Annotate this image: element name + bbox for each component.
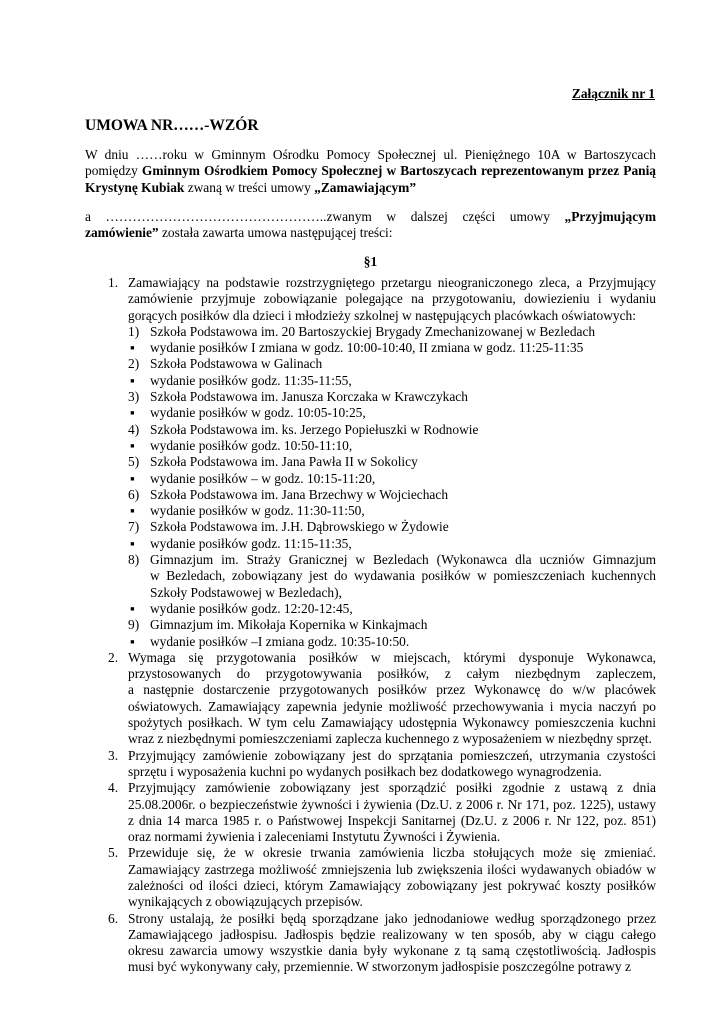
list-item	[85, 780, 656, 845]
serving-time-text: wydanie posiłków w godz. 11:30-11:50,	[150, 503, 365, 519]
list-item-number: 1.	[108, 275, 119, 290]
annex-label: Załącznik nr 1	[571, 86, 655, 101]
list-item-number: 3.	[108, 747, 119, 763]
school-number: 4)	[128, 421, 140, 437]
serving-time-text: wydanie posiłków –I zmiana godz. 10:35-10:50.	[150, 633, 410, 649]
school-entry	[128, 324, 656, 340]
school-number: 3)	[128, 389, 140, 405]
school-number: 5)	[128, 454, 140, 470]
list-item-number: 5.	[108, 845, 119, 861]
school-name: Szkoła Podstawowa im. Jana Pawła II w Sokolicy	[150, 454, 418, 470]
school-entry	[128, 552, 656, 601]
school-number: 8)	[128, 552, 140, 568]
list-item-text-line: zależności od ilości dzieci, którym Zamawiający zobowiązany jest pokrywać koszty posiłków	[128, 877, 656, 893]
list-item-text-line: Zamawiającego jadłospisu. Jadłospis będzie realizowany w ten sposób, aby w ciągu całego	[128, 926, 656, 942]
list-item-text-line: Przyjmujący zamówienie zobowiązany jest sporządzić posiłki zgodnie z ustawą z dnia	[128, 780, 656, 796]
school-name: Gimnazjum im. Mikołaja Kopernika w Kinkajmach	[150, 617, 428, 633]
intro2-line-1: a …………………………………………..zwanym w dalszej części umowy „Przyjmującym	[85, 209, 656, 224]
school-name: Szkoła Podstawowa im. Jana Brzechwy w Wojciechach	[150, 486, 449, 502]
bullet-icon: ▪	[130, 535, 135, 551]
list-item-text-line: sprzętu i wyposażenia kuchni po wydanych posiłkach bez dodatkowego wynagrodzenia.	[128, 763, 602, 779]
list-item-text-line: Wymaga się przygotowania posiłków w miejscach, którymi dysponuje Wykonawca,	[128, 649, 656, 665]
serving-time-text: wydanie posiłków godz. 11:35-11:55,	[150, 372, 352, 388]
party-name: Gminnym Ośrodkiem Pomocy Społecznej w Bartoszycach reprezentowanym przez Panią	[141, 163, 657, 179]
list-item-text-line: wraz z niezbędnymi pomieszczeniami zaplecza kuchennego z wyposażeniem w niezbędny sprzęt.	[128, 731, 652, 747]
school-number: 1)	[128, 323, 140, 339]
serving-time-text: wydanie posiłków – w godz. 10:15-11:20,	[150, 470, 376, 486]
list-item-text-line: oraz normami żywienia i zaleceniami Instytutu Żywności i Żywienia.	[128, 829, 501, 845]
serving-time-text: wydanie posiłków godz. 10:50-11:10,	[150, 437, 353, 453]
list-item-number: 2.	[108, 649, 119, 665]
list-item	[85, 275, 656, 650]
school-number: 2)	[128, 356, 140, 372]
intro-line-2: pomiędzy Gminnym Ośrodkiem Pomocy Społecznej w Bartoszycach reprezentowanym przez Panią	[85, 163, 657, 179]
list-item-text-line: Przyjmujący zamówienie zobowiązany jest do sprzątania pomieszczeń, utrzymania czystości	[128, 747, 656, 763]
school-name: Szkoły Podstawowej w Bezledach),	[150, 584, 342, 600]
section-heading: §1	[363, 254, 378, 269]
list-item-text-line: z dnia 14 marca 1985 r. o Państwowej Inspekcji Sanitarnej (Dz.U. z 2006 r. Nr 122, poz. 851)	[128, 812, 656, 828]
intro2-line-2: zamówienie” została zawarta umowa następującej treści:	[85, 225, 393, 241]
list-item-text-line: gorących posiłków dla dzieci i młodzieży szkolnej w następujących placówkach oświatowych:	[128, 307, 636, 323]
serving-time-text: wydanie posiłków godz. 11:15-11:35,	[150, 535, 352, 551]
serving-time	[128, 601, 656, 617]
bullet-icon: ▪	[130, 437, 135, 453]
school-entry	[128, 454, 656, 470]
intro-paragraph	[85, 147, 656, 196]
bullet-icon: ▪	[130, 372, 135, 388]
list-item-text-line: okresu zawarcia umowy wszystkie dania były wykonane z tą samą częstotliwością. Jadłospis	[128, 943, 656, 959]
school-name: Szkoła Podstawowa w Galinach	[150, 356, 323, 372]
list-item	[85, 911, 656, 976]
list-item-text-line: Zamawiający zastrzega możliwość zmniejszenia lub zwiększenia ilości wydawanych obiadów w	[128, 861, 656, 877]
list-item-number: 4.	[108, 780, 119, 796]
list-item-text-line: wynikających z obowiązujących przepisów.	[128, 894, 363, 910]
bullet-icon: ▪	[130, 405, 135, 421]
school-name: Szkoła Podstawowa im. J.H. Dąbrowskiego w Żydowie	[150, 519, 449, 535]
bullet-icon: ▪	[130, 503, 135, 519]
school-name: Szkoła Podstawowa im. 20 Bartoszyckiej Brygady Zmechanizowanej w Bezledach	[150, 323, 596, 339]
list-item-text-line: musi być wykonywany cały, przemiennie. W stworzonym jadłospisie poszczególne potrawy z	[128, 959, 631, 975]
ordering-party-term: „Zamawiającym”	[314, 179, 417, 195]
list-item	[85, 748, 656, 781]
serving-time	[128, 503, 656, 519]
serving-time	[128, 536, 656, 552]
list-item-text-line: Strony ustalają, że posiłki będą sporządzane jako jednodaniowe według sporządzonego przez	[128, 910, 656, 926]
intro-line-1: W dniu ……roku w Gminnym Ośrodku Pomocy Społecznej ul. Pieniężnego 10A w Bartoszycach	[85, 147, 656, 162]
bullet-icon: ▪	[130, 633, 135, 649]
school-entry	[128, 356, 656, 372]
school-name: Gimnazjum im. Straży Granicznej w Bezledach (Wykonawca dla uczniów Gimnazjum	[150, 552, 656, 568]
serving-time	[128, 438, 656, 454]
school-number: 6)	[128, 486, 140, 502]
contractor-term-end: zamówienie”	[85, 225, 159, 241]
list-item-text-line: Zamawiający na podstawie rozstrzygniętego przetargu nieograniczonego zleca, a Przyjmujący	[128, 275, 656, 290]
school-entry	[128, 519, 656, 535]
bullet-icon: ▪	[130, 340, 135, 356]
school-entry	[128, 389, 656, 405]
serving-time	[128, 340, 656, 356]
representative-name: Krystynę Kubiak	[85, 179, 185, 195]
list-item-text-line: 25.08.2006r. o bezpieczeństwie żywności i żywienia (Dz.U. z 2006 r. Nr 171, poz. 1225), ustawy	[128, 796, 656, 812]
list-item-text-line: spożytych posiłkach. W tym celu Zamawiający udostępnia Wykonawcy pomieszczenia kuchni	[128, 715, 656, 731]
serving-time	[128, 634, 656, 650]
list-item-number: 6.	[108, 910, 119, 926]
list-item-text-line: a następnie dostarczenie przygotowanych posiłków przez Wykonawcę do w/w placówek	[128, 682, 656, 698]
list-item	[85, 650, 656, 748]
school-entry	[128, 422, 656, 438]
bullet-icon: ▪	[130, 600, 135, 616]
list-item	[85, 845, 656, 910]
serving-time-text: wydanie posiłków godz. 12:20-12:45,	[150, 600, 353, 616]
contract-title: UMOWA NR……-WZÓR	[85, 117, 259, 134]
list-item-text-line: przystosowanych do przygotowywania posiłków, z całym niezbędnym zapleczem,	[128, 666, 656, 682]
contractor-term: „Przyjmującym	[564, 209, 656, 224]
intro-line-3: Krystynę Kubiak zwaną w treści umowy „Zamawiającym”	[85, 179, 417, 195]
serving-time	[128, 405, 656, 421]
school-name: Szkoła Podstawowa im. Janusza Korczaka w Krawczykach	[150, 389, 468, 405]
numbered-list	[85, 275, 656, 976]
school-name: w Bezledach, zobowiązany jest do wydawania posiłków w pomieszczeniach kuchennych	[150, 568, 656, 584]
list-item-text-line: oświatowych. Zamawiający zapewnia jedynie możliwość przechowywania i mycia naczyń po	[128, 698, 656, 714]
list-item-text-line: zamówienie przyjmuje zobowiązanie polegające na przygotowaniu, dowiezieniu i wydaniu	[128, 291, 656, 307]
intro-paragraph-2	[85, 209, 656, 242]
school-number: 7)	[128, 519, 140, 535]
serving-time-text: wydanie posiłków I zmiana w godz. 10:00-10:40, II zmiana w godz. 11:25-11:35	[150, 340, 584, 356]
school-name: Szkoła Podstawowa im. ks. Jerzego Popiełuszki w Rodnowie	[150, 421, 479, 437]
school-entry	[128, 617, 656, 633]
serving-time-text: wydanie posiłków w godz. 10:05-10:25,	[150, 405, 366, 421]
serving-time	[128, 471, 656, 487]
school-entry	[128, 487, 656, 503]
school-number: 9)	[128, 617, 140, 633]
serving-time	[128, 373, 656, 389]
list-item-text-line: Przewiduje się, że w okresie trwania zamówienia liczba stołujących może się zmieniać.	[128, 845, 656, 861]
bullet-icon: ▪	[130, 470, 135, 486]
